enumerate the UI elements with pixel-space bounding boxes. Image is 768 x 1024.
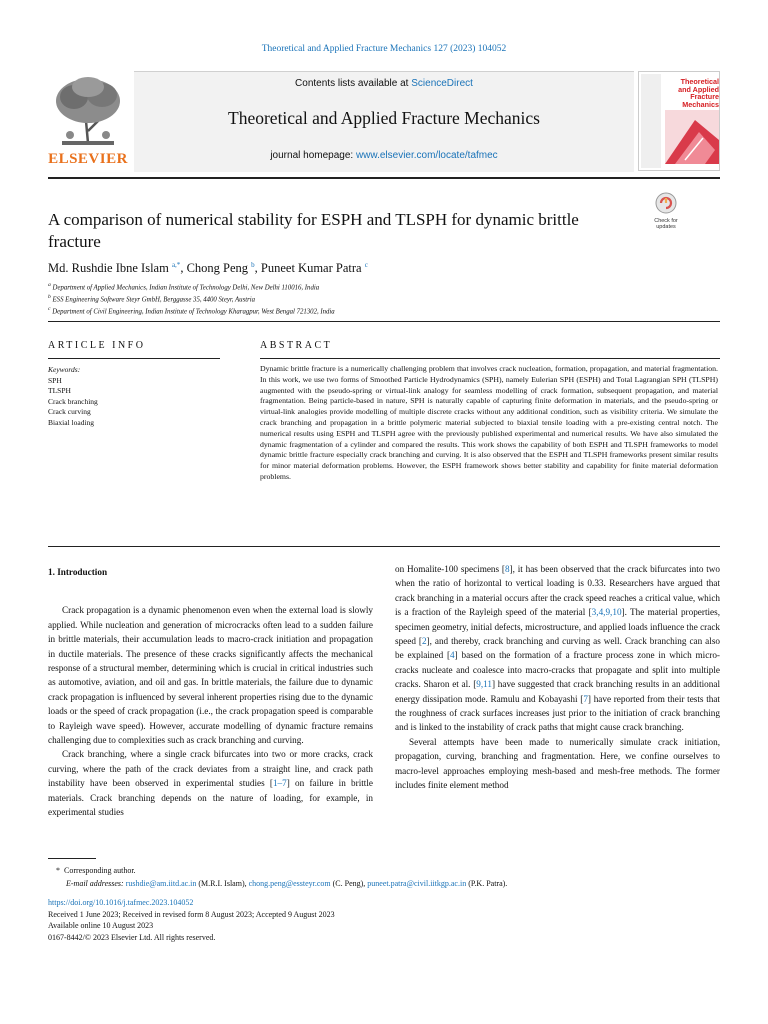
abstract-rule — [260, 358, 720, 359]
journal-banner — [134, 71, 634, 172]
keyword: TLSPH — [48, 386, 71, 396]
keyword: Crack curving — [48, 407, 91, 417]
affiliation-marker: b — [48, 294, 51, 300]
cover-title-line: Mechanics — [682, 99, 719, 109]
affiliation-text: Department of Civil Engineering, Indian Institute of Technology Kharagpur, West Bengal 721302, India — [52, 308, 335, 316]
section-title: 1. Introduction — [48, 567, 108, 577]
cover-artwork — [665, 110, 719, 164]
affiliation-marker: c — [48, 306, 51, 312]
affiliation — [48, 294, 255, 303]
body-right-column — [395, 562, 720, 793]
cover-title-line: Theoretical — [680, 77, 719, 86]
journal-cover-thumbnail[interactable] — [638, 71, 720, 171]
citation-link[interactable]: 8 — [504, 564, 510, 574]
keyword: SPH — [48, 375, 62, 385]
author-affiliation-marker[interactable]: a,* — [171, 261, 181, 269]
cover-title-line: Fracture — [690, 92, 719, 101]
affiliation — [48, 282, 319, 291]
check-updates-line1: Check for — [654, 218, 678, 224]
author-affiliation-marker[interactable]: b — [251, 261, 255, 269]
journal-masthead — [48, 71, 720, 171]
corresponding-author-note: * Corresponding author. — [56, 866, 136, 875]
paragraph: on Homalite-100 specimens [8], it has been observed that the crack bifurcates into two when the ratio of horizontal to vertical loading is 0.33. Researchers have argued that crack branching in a material occurs after the crack speed reaches a critical value, which is a fraction of the Rayleigh speed of the material [3,4,9,10]. The material properties, specimen geometry, initial defects, microstructure, and applied loads influence the crack speed [2], and thereby, crack branching and curving as well. Crack branching can also be explained [4] based on the formation of a fracture process zone in which micro-cracks nucleate and coalesce into macro-cracks that propagate and split into multiple cracks. Sharon et al. [9,11] have suggested that crack branching results in an additional energy dissipation mode. Ramulu and Kobayashi [7] have reported from their tests that the roughness of crack surfaces increases just prior to the initiation of crack branching and is linked to the instability of crack paths that might cause crack branching. — [395, 564, 721, 733]
homepage-line — [134, 150, 634, 161]
abstract-text: Dynamic brittle fracture is a numerically challenging problem that involves crack nucleation, formation, propagation, and material fragmentation. In this work, we use two forms of Smoothed Particle Hydrodynamics (SPH), namely Eulerian SPH (ESPH) and Total Lagrangian SPH (TLSPH) augmented with the pseudo-spring or virtual-link analogy for seamless modelling of crack formation, subsequent propagation, and material fragmentation. Being particle-based in nature, SPH is naturally capable of capturing finite deformation in materials, and the pseudo-spring or virtual-link analogies provide modelling of multiple discrete cracks without any additional condition, such as visibility criteria. We simulate the crack branching and propagation in a brittle polymeric material subjected to biaxial tensile loading with a pre-existing central notch. The numerical results using ESPH and TLSPH agree with the previously published experimental and numerical results. We have also simulated the dynamic fragmentation of a cylinder and compared the results. This work shows the capability of both ESPH and TLSPH frameworks to model dynamic brittle fracture especially crack branching and curving. It is also observed that the ESPH and TLSPH frameworks present similar results for minor material deformation problems. However, the ESPH framework shows better stability and capability for finite material deformation problems. — [260, 364, 718, 481]
email-owner: (C. Peng), — [332, 879, 366, 888]
citation-link[interactable]: 1–7 — [272, 778, 287, 789]
cover-side-strip — [641, 74, 661, 168]
journal-name: Theoretical and Applied Fracture Mechanics — [228, 108, 540, 128]
check-for-updates-badge[interactable] — [648, 191, 684, 231]
keywords-block — [48, 365, 98, 429]
email-owner: (M.R.I. Islam), — [198, 879, 247, 888]
cover-title-line: and Applied — [678, 84, 719, 94]
footnote-rule — [48, 858, 96, 859]
elsevier-wordmark: ELSEVIER — [48, 151, 128, 167]
paragraph: Crack propagation is a dynamic phenomenon even when the external load is slowly applied. While nucleation and generation of microcracks often lead to a sudden failure in brittle materials, their accumulation leads to macro-crack initiation and propagation in ductile materials. The presence of these cracks significantly affects the mechanical response of a structural member, determining which is crucial in critical industries such as automotive, aviation, and oil and gas. In brittle materials, the failure due to dynamic crack propagation is influenced by several inherent properties rising due to the dynamic loads or the speed of crack propagation (i.e., the crack propagation speed is comparable to Rayleigh wave speed). However, accurate modelling of dynamic fracture remains challenging due to complexities such as crack branching and curving. — [48, 605, 373, 746]
email-link[interactable]: rushdie@am.iitd.ac.in — [125, 879, 197, 888]
body-left-column — [48, 565, 373, 820]
check-updates-line2: updates — [656, 224, 676, 230]
keywords-label: Keywords: — [48, 365, 81, 374]
affiliation-text: Department of Applied Mechanics, Indian Institute of Technology Delhi, New Delhi 110016, India — [52, 284, 320, 292]
citation-link[interactable]: 7 — [583, 693, 588, 704]
homepage-link[interactable]: www.elsevier.com/locate/tafmec — [355, 150, 498, 161]
homepage-prefix: journal homepage: — [270, 150, 354, 161]
citation-link[interactable]: 4 — [450, 650, 455, 661]
author-affiliation-marker[interactable]: c — [364, 261, 368, 269]
email-owner: (P.K. Patra). — [468, 879, 508, 888]
masthead-rule — [48, 177, 720, 179]
footnotes — [56, 864, 507, 890]
received-dates: Received 1 June 2023; Received in revised form 8 August 2023; Accepted 9 August 2023 — [48, 909, 335, 919]
citation-link[interactable]: 3,4,9,10 — [591, 607, 622, 618]
email-line — [56, 877, 507, 890]
author-list: Md. Rushdie Ibne Islam $^{a,*}$, Chong Peng $^b$, Puneet Kumar Patra $^c$ — [48, 261, 368, 276]
available-online: Available online 10 August 2023 — [48, 921, 154, 931]
affiliation-marker: a — [48, 282, 51, 288]
abstract-bottom-rule — [48, 546, 720, 547]
author-name: Chong Peng — [186, 261, 249, 276]
doi-link[interactable]: https://doi.org/10.1016/j.tafmec.2023.104052 — [48, 898, 194, 907]
email-link[interactable]: chong.peng@essteyr.com — [248, 879, 331, 888]
running-header[interactable]: Theoretical and Applied Fracture Mechanics 127 (2023) 104052 — [261, 44, 507, 54]
contents-prefix: Contents lists available at — [295, 78, 409, 89]
paragraph: Crack branching, where a single crack bifurcates into two or more cracks, crack curving, where the path of the crack deviates from a straight line, and crack path instability have been observed in experimental studies [1–7] on failure in brittle materials. Crack branching depends on the nature of loading, for example, in experimental studies — [48, 749, 373, 818]
cover-title — [665, 78, 719, 108]
title-block-rule — [48, 321, 720, 322]
email-link[interactable]: puneet.patra@civil.iitkgp.ac.in — [367, 879, 467, 888]
article-info-heading: ARTICLE INFO — [48, 340, 146, 351]
article-info-rule — [48, 358, 220, 359]
affiliation — [48, 306, 335, 315]
author-name: Puneet Kumar Patra — [260, 261, 362, 276]
paragraph: Several attempts have been made to numerically simulate crack initiation, propagation, curving, branching and fragmentation. Here, we confine ourselves to macro-level approaches employing mesh-based and mesh-free methods. The former includes finite element method — [395, 736, 720, 791]
sciencedirect-link[interactable]: ScienceDirect — [411, 78, 473, 89]
citation-link[interactable]: 2 — [421, 636, 427, 647]
copyright: 0167-8442/© 2023 Elsevier Ltd. All rights reserved. — [48, 933, 216, 943]
contents-line — [134, 78, 634, 89]
author-name: Md. Rushdie Ibne Islam — [48, 261, 169, 276]
keyword: Crack branching — [48, 396, 98, 406]
keyword: Biaxial loading — [48, 417, 95, 427]
affiliation-text: ESS Engineering Software Steyr GmbH, Berggasse 35, 4400 Steyr, Austria — [52, 296, 256, 304]
article-title: A comparison of numerical stability for ESPH and TLSPH for dynamic brittle fracture — [48, 210, 579, 251]
email-label: E-mail addresses: — [66, 879, 124, 888]
publication-info — [48, 897, 335, 944]
citation-link[interactable]: 9,11 — [476, 679, 493, 690]
abstract-heading: ABSTRACT — [260, 340, 333, 351]
